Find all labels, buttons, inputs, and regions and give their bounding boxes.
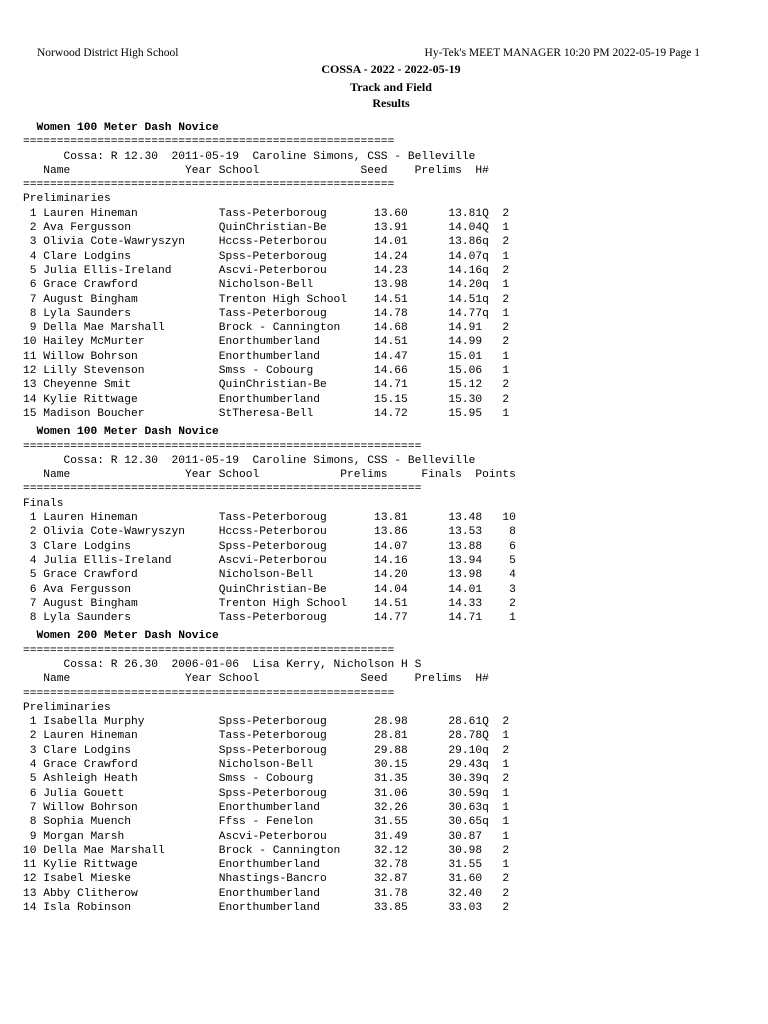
separator-line: ======================================================= — [23, 687, 395, 700]
result-row: 7 August Bingham Trenton High School 14.51 14.51q 2 — [23, 293, 510, 306]
result-row: 8 Lyla Saunders Tass-Peterboroug 14.77 14.71 1 — [23, 612, 516, 625]
result-row: 13 Abby Clitherow Enorthumberland 31.78 32.40 2 — [23, 887, 510, 900]
result-row: 7 Willow Bohrson Enorthumberland 32.26 30.63q 1 — [23, 801, 510, 814]
result-row: 5 Julia Ellis-Ireland Ascvi-Peterborou 14.23 14.16q 2 — [23, 264, 510, 277]
result-row: 2 Ava Fergusson QuinChristian-Be 13.91 14.04Q 1 — [23, 222, 510, 235]
column-headers: Name Year School Seed Prelims H# — [23, 673, 489, 686]
result-row: 9 Della Mae Marshall Brock - Cannington 14.68 14.91 2 — [23, 322, 510, 335]
separator-line: ======================================================= — [23, 644, 395, 657]
result-row: 3 Clare Lodgins Spss-Peterboroug 14.07 13.88 6 — [23, 540, 516, 553]
result-row: 9 Morgan Marsh Ascvi-Peterborou 31.49 30.87 1 — [23, 830, 510, 843]
event-section — [23, 629, 516, 915]
result-row: 15 Madison Boucher StTheresa-Bell 14.72 15.95 1 — [23, 407, 510, 420]
result-row: 10 Della Mae Marshall Brock - Cannington 32.12 30.98 2 — [23, 844, 510, 857]
meet-title: COSSA - 2022 - 2022-05-19 — [321, 62, 461, 76]
round-label: Preliminaries — [23, 701, 111, 714]
result-row: 11 Kylie Rittwage Enorthumberland 32.78 31.55 1 — [23, 859, 510, 872]
result-row: 7 August Bingham Trenton High School 14.51 14.33 2 — [23, 597, 516, 610]
result-row: 1 Lauren Hineman Tass-Peterboroug 13.60 13.81Q 2 — [23, 207, 510, 220]
result-row: 5 Ashleigh Heath Smss - Cobourg 31.35 30.39q 2 — [23, 773, 510, 786]
event-title: Women 100 Meter Dash Novice — [23, 122, 219, 134]
result-row: 1 Isabella Murphy Spss-Peterboroug 28.98 28.61Q 2 — [23, 716, 510, 729]
result-row: 8 Sophia Muench Ffss - Fenelon 31.55 30.65q 1 — [23, 816, 510, 829]
result-row: 11 Willow Bohrson Enorthumberland 14.47 15.01 1 — [23, 350, 510, 363]
result-row: 3 Clare Lodgins Spss-Peterboroug 29.88 29.10q 2 — [23, 744, 510, 757]
round-label: Finals — [23, 497, 64, 510]
result-row: 2 Olivia Cote-Wawryszyn Hccss-Peterborou 13.86 13.53 8 — [23, 526, 516, 539]
result-row: 6 Ava Fergusson QuinChristian-Be 14.04 14.01 3 — [23, 583, 516, 596]
result-row: 4 Grace Crawford Nicholson-Bell 30.15 29.43q 1 — [23, 759, 510, 772]
event-section — [23, 425, 516, 625]
result-row: 5 Grace Crawford Nicholson-Bell 14.20 13.98 4 — [23, 569, 516, 582]
record-line: Cossa: R 12.30 2011-05-19 Caroline Simons, CSS - Belleville — [23, 150, 476, 163]
separator-line: ======================================================= — [23, 136, 395, 149]
results-content — [23, 117, 516, 915]
result-row: 6 Grace Crawford Nicholson-Bell 13.98 14.20q 1 — [23, 279, 510, 292]
result-row: 12 Lilly Stevenson Smss - Cobourg 14.66 15.06 1 — [23, 365, 510, 378]
result-row: 12 Isabel Mieske Nhastings-Bancro 32.87 31.60 2 — [23, 873, 510, 886]
report-title: Results — [372, 96, 410, 110]
event-title: Women 100 Meter Dash Novice — [23, 426, 219, 439]
event-title: Women 200 Meter Dash Novice — [23, 630, 219, 643]
round-label: Preliminaries — [23, 193, 111, 206]
result-row: 8 Lyla Saunders Tass-Peterboroug 14.78 14.77q 1 — [23, 307, 510, 320]
result-row: 6 Julia Gouett Spss-Peterboroug 31.06 30.59q 1 — [23, 787, 510, 800]
separator-line: =========================================================== — [23, 483, 422, 496]
column-headers: Name Year School Seed Prelims H# — [23, 164, 489, 177]
separator-line: ======================================================= — [23, 179, 395, 192]
separator-line: =========================================================== — [23, 440, 422, 453]
result-row: 1 Lauren Hineman Tass-Peterboroug 13.81 13.48 10 — [23, 512, 516, 525]
result-row: 4 Julia Ellis-Ireland Ascvi-Peterborou 14.16 13.94 5 — [23, 554, 516, 567]
column-headers: Name Year School Prelims Finals Points — [23, 469, 516, 482]
result-row: 14 Isla Robinson Enorthumberland 33.85 33.03 2 — [23, 902, 510, 915]
school-name: Norwood District High School — [37, 47, 179, 59]
sport-title: Track and Field — [350, 80, 432, 94]
result-row: 13 Cheyenne Smit QuinChristian-Be 14.71 15.12 2 — [23, 379, 510, 392]
result-row: 14 Kylie Rittwage Enorthumberland 15.15 15.30 2 — [23, 393, 510, 406]
event-section — [23, 121, 516, 421]
result-row: 3 Olivia Cote-Wawryszyn Hccss-Peterborou 14.01 13.86q 2 — [23, 236, 510, 249]
result-row: 4 Clare Lodgins Spss-Peterboroug 14.24 14.07q 1 — [23, 250, 510, 263]
result-row: 2 Lauren Hineman Tass-Peterboroug 28.81 28.78Q 1 — [23, 730, 510, 743]
record-line: Cossa: R 26.30 2006-01-06 Lisa Kerry, Nicholson H S — [23, 658, 422, 671]
software-stamp: Hy-Tek's MEET MANAGER 10:20 PM 2022-05-19 Page 1 — [424, 47, 700, 59]
result-row: 10 Hailey McMurter Enorthumberland 14.51 14.99 2 — [23, 336, 510, 349]
record-line: Cossa: R 12.30 2011-05-19 Caroline Simons, CSS - Belleville — [23, 454, 476, 467]
